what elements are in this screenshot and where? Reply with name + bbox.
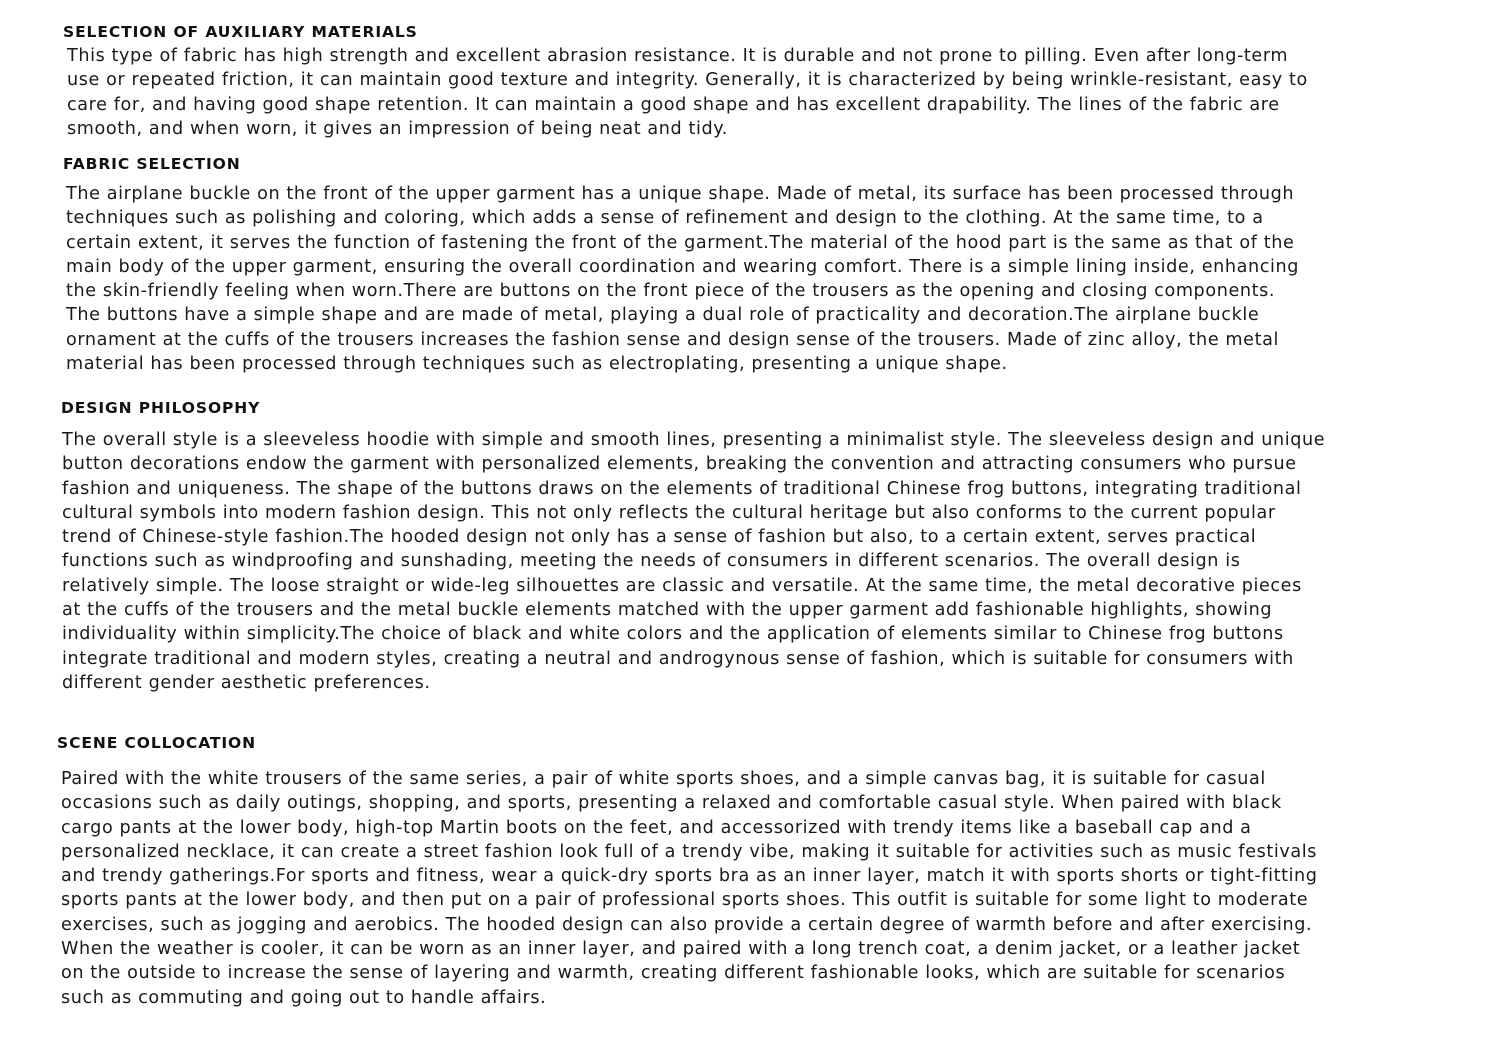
section-heading: SELECTION OF AUXILIARY MATERIALS	[63, 23, 418, 41]
section-heading: SCENE COLLOCATION	[57, 734, 256, 752]
section-heading: FABRIC SELECTION	[63, 155, 241, 173]
section-body: This type of fabric has high strength and excellent abrasion resistance. It is durable and not prone to pilling. Even after long-term use or repeated friction, it can maintain good texture and integrity. Generally, it is characterized by being wrinkle-resistant, easy to care for, and having good shape retention. It can maintain a good shape and has excellent drapability. The lines of the fabric are smooth, and when worn, it gives an impression of being neat and tidy.	[67, 46, 1308, 139]
section-body: The overall style is a sleeveless hoodie with simple and smooth lines, presenting a minimalist style. The sleeveless design and unique button decorations endow the garment with personalized elements, breaking the convention and attracting consumers who pursue fashion and uniqueness. The shape of the buttons draws on the elements of traditional Chinese frog buttons, integrating traditional cultural symbols into modern fashion design. This not only reflects the cultural heritage but also conforms to the current popular trend of Chinese-style fashion.The hooded design not only has a sense of fashion but also, to a certain extent, serves practical functions such as windproofing and sunshading, meeting the needs of consumers in different scenarios. The overall design is relatively simple. The loose straight or wide-leg silhouettes are classic and versatile. At the same time, the metal decorative pieces at the cuffs of the trousers and the metal buckle elements matched with the upper garment add fashionable highlights, showing individuality within simplicity.The choice of black and white colors and the application of elements similar to Chinese frog buttons integrate traditional and modern styles, creating a neutral and androgynous sense of fashion, which is suitable for consumers with different gender aesthetic preferences.	[62, 430, 1326, 693]
section-heading: DESIGN PHILOSOPHY	[61, 399, 261, 417]
section-body: The airplane buckle on the front of the upper garment has a unique shape. Made of metal, its surface has been processed through techniques such as polishing and coloring, which adds a sense of refinement and design to the clothing. At the same time, to a certain extent, it serves the function of fastening the front of the garment.The material of the hood part is the same as that of the main body of the upper garment, ensuring the overall coordination and wearing comfort. There is a simple lining inside, enhancing the skin-friendly feeling when worn.There are buttons on the front piece of the trousers as the opening and closing components. The buttons have a simple shape and are made of metal, playing a dual role of practicality and decoration.The airplane buckle ornament at the cuffs of the trousers increases the fashion sense and design sense of the trousers. Made of zinc alloy, the metal material has been processed through techniques such as electroplating, presenting a unique shape.	[66, 184, 1300, 375]
section-body: Paired with the white trousers of the same series, a pair of white sports shoes, and a simple canvas bag, it is suitable for casual occasions such as daily outings, shopping, and sports, presenting a relaxed and comfortable casual style. When paired with black cargo pants at the lower body, high-top Martin boots on the feet, and accessorized with trendy items like a baseball cap and a personalized necklace, it can create a street fashion look full of a trendy vibe, making it suitable for activities such as music festivals and trendy gatherings.For sports and fitness, wear a quick-dry sports bra as an inner layer, match it with sports shorts or tight-fitting sports pants at the lower body, and then put on a pair of professional sports shoes. This outfit is suitable for some light to moderate exercises, such as jogging and aerobics. The hooded design can also provide a certain degree of warmth before and after exercising. When the weather is cooler, it can be worn as an inner layer, and paired with a long trench coat, a denim jacket, or a leather jacket on the outside to increase the sense of layering and warmth, creating different fashionable looks, which are suitable for scenarios such as commuting and going out to handle affairs.	[61, 769, 1318, 1008]
